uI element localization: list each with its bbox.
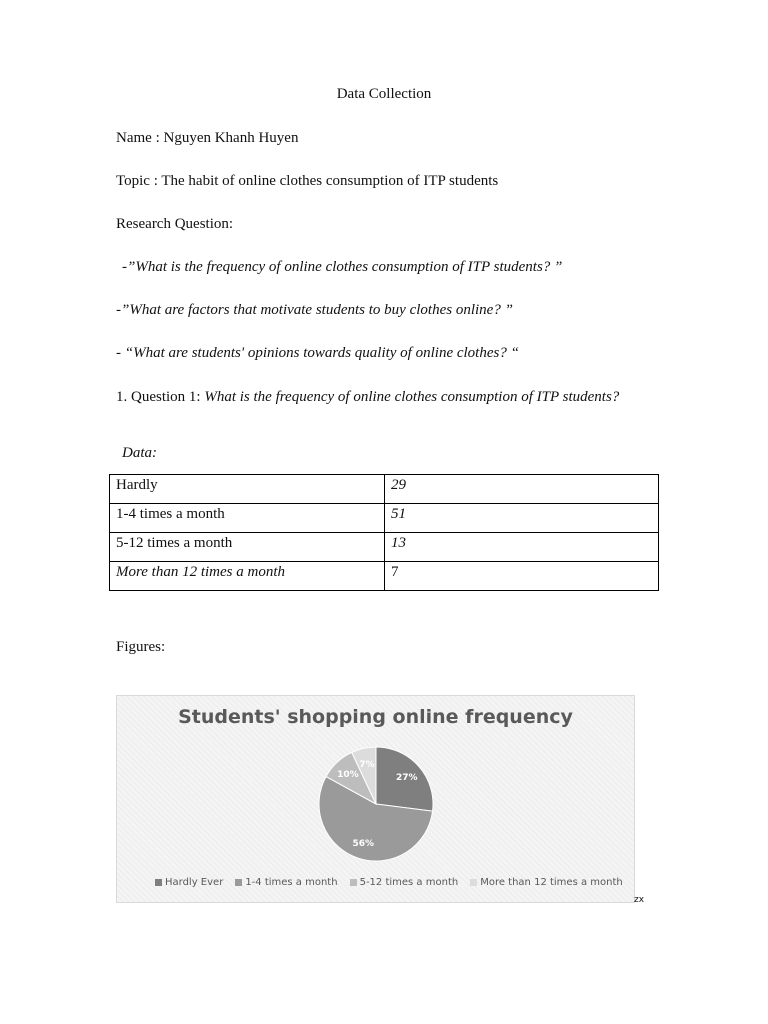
research-question-1: -”What is the frequency of online clothes consumption of ITP students? ” [122,259,563,275]
table-cell-value: 7 [385,562,659,591]
chart-legend [155,877,623,888]
legend-item [470,877,623,888]
data-label: Data: [122,445,157,461]
document-title: Data Collection [336,86,432,102]
question-1-prefix: 1. Question 1: [116,389,205,405]
legend-swatch-5-12-times [350,879,357,886]
pie-chart [116,695,635,903]
name-line: Name : Nguyen Khanh Huyen [116,130,299,146]
table-cell-label: Hardly [110,475,385,504]
question-1-heading [116,389,619,406]
legend-item [350,877,459,888]
footer-mark: zx [634,895,645,905]
legend-swatch-1-4-times [235,879,242,886]
pie-label-5-12-times: 10% [337,770,359,781]
pie-label-hardly-ever: 27% [396,772,418,783]
research-question-2: -”What are factors that motivate students to buy clothes online? ” [116,302,513,318]
legend-label: Hardly Ever [165,877,224,888]
table-cell-label: More than 12 times a month [110,562,385,591]
figures-label: Figures: [116,639,166,655]
table-cell-value: 51 [385,504,659,533]
table-row [110,475,659,504]
legend-item [155,877,223,888]
topic-line: Topic : The habit of online clothes consumption of ITP students [116,173,499,189]
research-question-3: - “What are students' opinions towards quality of online clothes? “ [116,345,519,361]
chart-title: Students' shopping online frequency [178,706,573,728]
research-question-label: Research Question: [116,216,234,232]
legend-item [235,877,337,888]
legend-swatch-more-than-12 [470,879,477,886]
table-cell-value: 13 [385,533,659,562]
legend-label: 1-4 times a month [245,877,338,888]
pie-label-more-than-12: 7% [359,759,375,770]
legend-label: 5-12 times a month [359,877,459,888]
table-cell-value: 29 [385,475,659,504]
table-row [110,533,659,562]
table-cell-label: 5-12 times a month [110,533,385,562]
table-row [110,504,659,533]
legend-swatch-hardly-ever [155,879,162,886]
legend-label: More than 12 times a month [480,877,623,888]
table-cell-label: 1-4 times a month [110,504,385,533]
frequency-table [109,474,659,591]
pie-label-1-4-times: 56% [352,839,375,850]
question-1-text: What is the frequency of online clothes consumption of ITP students? [204,389,620,405]
table-row [110,562,659,591]
pie-chart-svg [117,696,634,902]
